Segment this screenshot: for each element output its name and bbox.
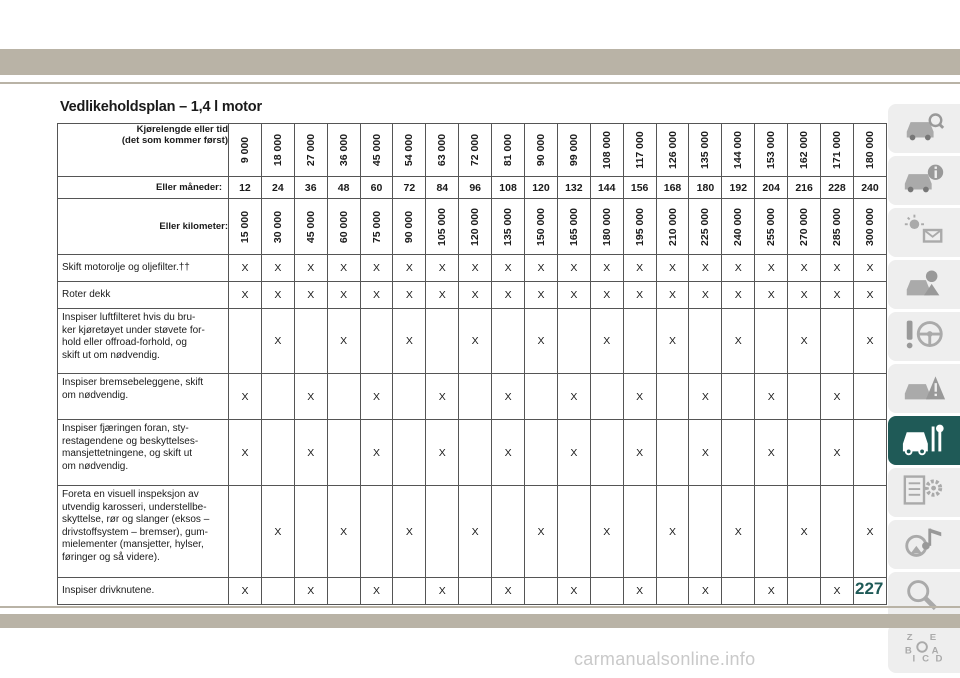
empty-cell: [261, 420, 294, 486]
service-description: Roter dekk: [58, 282, 229, 309]
service-description: Foreta en visuell inspeksjon av utvendig karosseri, understellbe- skyttelse, rør og slanger (eksos – drivstoffsystem – bremser), gum- mielementer (mansjetter, hylser, føringer og så videre).: [58, 486, 229, 578]
empty-cell: [590, 374, 623, 420]
empty-cell: [426, 309, 459, 374]
km-value: 300 000: [863, 207, 876, 246]
distance-value: 135 000: [699, 131, 712, 169]
service-mark: X: [294, 255, 327, 282]
chapter-tab[interactable]: [888, 416, 960, 465]
distance-value: 27 000: [304, 133, 317, 167]
schedule-row: [58, 374, 887, 420]
distance-header-cell: [623, 124, 656, 177]
months-value: 36: [294, 177, 327, 199]
km-value: 255 000: [765, 207, 778, 246]
distance-header-row: [58, 124, 887, 177]
service-mark: X: [426, 578, 459, 605]
empty-cell: [623, 309, 656, 374]
empty-cell: [656, 578, 689, 605]
distance-header-cell: [426, 124, 459, 177]
service-mark: X: [360, 374, 393, 420]
empty-cell: [557, 486, 590, 578]
empty-cell: [261, 374, 294, 420]
empty-cell: [755, 309, 788, 374]
distance-value: 180 000: [863, 131, 876, 169]
svg-text:B: B: [904, 645, 912, 657]
service-mark: X: [590, 309, 623, 374]
service-mark: X: [821, 420, 854, 486]
service-mark: X: [327, 486, 360, 578]
distance-value: 90 000: [534, 133, 547, 167]
km-value: 240 000: [732, 207, 745, 246]
service-mark: X: [623, 282, 656, 309]
service-mark: X: [623, 374, 656, 420]
schedule-row: [58, 486, 887, 578]
empty-cell: [294, 486, 327, 578]
service-mark: X: [689, 282, 722, 309]
months-value: 240: [853, 177, 886, 199]
km-value: 285 000: [830, 207, 843, 246]
km-header-cell: [755, 199, 788, 255]
empty-cell: [393, 420, 426, 486]
service-mark: X: [459, 282, 492, 309]
service-mark: X: [492, 282, 525, 309]
empty-cell: [327, 578, 360, 605]
km-value: 180 000: [600, 207, 613, 246]
distance-header-cell: [656, 124, 689, 177]
km-value: 30 000: [271, 210, 284, 243]
empty-cell: [788, 578, 821, 605]
service-mark: X: [623, 255, 656, 282]
empty-cell: [229, 486, 262, 578]
empty-cell: [788, 420, 821, 486]
service-mark: X: [261, 255, 294, 282]
empty-cell: [459, 374, 492, 420]
months-value: 108: [492, 177, 525, 199]
chapter-tab[interactable]: [888, 624, 960, 673]
service-mark: X: [722, 486, 755, 578]
months-value: 180: [689, 177, 722, 199]
service-mark: X: [590, 282, 623, 309]
distance-value: 18 000: [271, 133, 284, 167]
service-mark: X: [492, 420, 525, 486]
km-header-cell: [426, 199, 459, 255]
header-band: [0, 49, 960, 75]
empty-cell: [327, 374, 360, 420]
distance-header-cell: [229, 124, 262, 177]
service-mark: X: [788, 486, 821, 578]
empty-cell: [590, 420, 623, 486]
km-header-cell: [590, 199, 623, 255]
service-mark: X: [853, 309, 886, 374]
car-warning-icon: [901, 368, 947, 409]
empty-cell: [689, 309, 722, 374]
months-value: 84: [426, 177, 459, 199]
svg-text:I: I: [912, 653, 916, 664]
km-value: 165 000: [567, 207, 580, 246]
chapter-tab[interactable]: [888, 364, 960, 413]
empty-cell: [656, 420, 689, 486]
empty-cell: [590, 578, 623, 605]
service-mark: X: [689, 578, 722, 605]
empty-cell: [393, 578, 426, 605]
empty-cell: [623, 486, 656, 578]
service-mark: X: [360, 255, 393, 282]
service-mark: X: [689, 420, 722, 486]
service-mark: X: [821, 578, 854, 605]
service-mark: X: [327, 282, 360, 309]
footer-band: [0, 614, 960, 628]
service-mark: X: [492, 255, 525, 282]
svg-text:Z: Z: [906, 632, 913, 644]
empty-cell: [689, 486, 722, 578]
service-mark: X: [294, 420, 327, 486]
km-header-cell: [229, 199, 262, 255]
months-value: 24: [261, 177, 294, 199]
service-mark: X: [426, 420, 459, 486]
service-mark: X: [623, 420, 656, 486]
service-mark: X: [557, 374, 590, 420]
km-header-label: Eller kilometer:: [58, 199, 229, 255]
service-mark: X: [821, 255, 854, 282]
months-value: 168: [656, 177, 689, 199]
schedule-row: [58, 420, 887, 486]
service-mark: X: [656, 255, 689, 282]
distance-label-line2: (det som kommer først): [121, 135, 228, 146]
multimedia-icon: [901, 524, 947, 565]
chapter-tab[interactable]: [888, 156, 960, 205]
empty-cell: [853, 420, 886, 486]
distance-value: 99 000: [567, 133, 580, 167]
schedule-row: [58, 282, 887, 309]
distance-value: 72 000: [469, 133, 482, 167]
distance-value: 144 000: [732, 131, 745, 169]
service-mark: X: [755, 578, 788, 605]
service-mark: X: [623, 578, 656, 605]
watermark-text: carmanualsonline.info: [574, 649, 756, 669]
car-safety-icon: [901, 264, 947, 305]
service-mark: X: [656, 282, 689, 309]
km-header-cell: [393, 199, 426, 255]
service-mark: X: [525, 486, 558, 578]
km-value: 135 000: [502, 207, 515, 246]
service-mark: X: [327, 309, 360, 374]
service-mark: X: [755, 420, 788, 486]
empty-cell: [360, 309, 393, 374]
km-header-cell: [557, 199, 590, 255]
months-header-row: [58, 177, 887, 199]
empty-cell: [459, 578, 492, 605]
distance-value: 36 000: [337, 133, 350, 167]
km-value: 195 000: [633, 207, 646, 246]
service-mark: X: [656, 486, 689, 578]
service-mark: X: [525, 282, 558, 309]
service-mark: X: [525, 255, 558, 282]
months-value: 132: [557, 177, 590, 199]
km-value: 120 000: [469, 207, 482, 246]
service-mark: X: [557, 578, 590, 605]
distance-header-cell: [327, 124, 360, 177]
empty-cell: [327, 420, 360, 486]
service-mark: X: [557, 282, 590, 309]
service-mark: X: [294, 374, 327, 420]
empty-cell: [525, 578, 558, 605]
service-mark: X: [689, 374, 722, 420]
km-value: 210 000: [666, 207, 679, 246]
service-mark: X: [459, 255, 492, 282]
months-value: 12: [229, 177, 262, 199]
page-number: 227: [855, 579, 884, 598]
service-mark: X: [492, 578, 525, 605]
dashboard-lights-icon: [901, 212, 947, 253]
months-value: 120: [525, 177, 558, 199]
empty-cell: [294, 309, 327, 374]
distance-header-cell: [821, 124, 854, 177]
months-value: 228: [821, 177, 854, 199]
service-mark: X: [229, 282, 262, 309]
service-mark: X: [722, 309, 755, 374]
km-header-cell: [459, 199, 492, 255]
distance-value: 126 000: [666, 131, 679, 169]
service-mark: X: [853, 282, 886, 309]
service-mark: X: [426, 374, 459, 420]
empty-cell: [557, 309, 590, 374]
service-mark: X: [755, 255, 788, 282]
empty-cell: [656, 374, 689, 420]
service-mark: X: [393, 282, 426, 309]
months-value: 192: [722, 177, 755, 199]
empty-cell: [229, 309, 262, 374]
service-description: Inspiser drivknutene.: [58, 578, 229, 605]
km-header-cell: [294, 199, 327, 255]
km-header-cell: [656, 199, 689, 255]
distance-header-cell: [755, 124, 788, 177]
distance-header-cell: [590, 124, 623, 177]
chapter-tab[interactable]: [888, 208, 960, 257]
distance-value: 54 000: [403, 133, 416, 167]
top-margin: [0, 0, 960, 49]
km-header-cell: [261, 199, 294, 255]
empty-cell: [360, 486, 393, 578]
service-mark: X: [788, 255, 821, 282]
service-mark: X: [229, 420, 262, 486]
empty-cell: [788, 374, 821, 420]
service-mark: X: [426, 282, 459, 309]
empty-cell: [492, 486, 525, 578]
distance-header-cell: [525, 124, 558, 177]
km-value: 60 000: [337, 210, 350, 243]
km-header-cell: [525, 199, 558, 255]
service-mark: X: [722, 255, 755, 282]
empty-cell: [426, 486, 459, 578]
service-mark: X: [492, 374, 525, 420]
service-mark: X: [853, 486, 886, 578]
service-mark: X: [327, 255, 360, 282]
km-value: 15 000: [238, 210, 251, 243]
distance-header-cell: [360, 124, 393, 177]
months-value: 48: [327, 177, 360, 199]
service-mark: X: [360, 578, 393, 605]
service-mark: X: [557, 420, 590, 486]
schedule-row: [58, 255, 887, 282]
service-mark: X: [590, 486, 623, 578]
empty-cell: [459, 420, 492, 486]
chapter-tab[interactable]: [888, 520, 960, 569]
months-value: 72: [393, 177, 426, 199]
empty-cell: [722, 374, 755, 420]
chapter-tab[interactable]: [888, 468, 960, 517]
km-value: 45 000: [304, 210, 317, 243]
empty-cell: [525, 374, 558, 420]
service-mark: X: [788, 309, 821, 374]
distance-header-label: [58, 124, 229, 177]
service-mark: X: [393, 486, 426, 578]
svg-text:D: D: [935, 653, 943, 664]
steering-wheel-icon: [901, 316, 947, 357]
km-header-cell: [360, 199, 393, 255]
svg-text:E: E: [929, 632, 937, 644]
distance-value: 117 000: [633, 131, 646, 169]
service-mark: X: [459, 486, 492, 578]
search-icon: [901, 576, 947, 617]
distance-header-cell: [557, 124, 590, 177]
months-value: 156: [623, 177, 656, 199]
distance-value: 63 000: [436, 133, 449, 167]
schedule-row: [58, 309, 887, 374]
chapter-tab[interactable]: [888, 260, 960, 309]
km-value: 90 000: [403, 210, 416, 243]
service-mark: X: [393, 309, 426, 374]
chapter-tab[interactable]: [888, 312, 960, 361]
distance-header-cell: [722, 124, 755, 177]
service-mark: X: [261, 309, 294, 374]
service-mark: X: [229, 578, 262, 605]
empty-cell: [492, 309, 525, 374]
months-value: 60: [360, 177, 393, 199]
empty-cell: [525, 420, 558, 486]
service-description: Inspiser luftfilteret hvis du bru- ker kjøretøyet under støvete for- hold eller offroad-forhold, og skift ut om nødvendig.: [58, 309, 229, 374]
distance-value: 162 000: [798, 131, 811, 169]
service-mark: X: [459, 309, 492, 374]
empty-cell: [722, 578, 755, 605]
service-mark: X: [229, 374, 262, 420]
empty-cell: [853, 374, 886, 420]
empty-cell: [755, 486, 788, 578]
service-mark: X: [755, 282, 788, 309]
service-mark: X: [656, 309, 689, 374]
empty-cell: [821, 309, 854, 374]
service-description: Skift motorolje og oljefilter.††: [58, 255, 229, 282]
service-mark: X: [689, 255, 722, 282]
months-value: 204: [755, 177, 788, 199]
distance-header-cell: [853, 124, 886, 177]
distance-value: 81 000: [502, 133, 515, 167]
service-mark: X: [853, 255, 886, 282]
empty-cell: [261, 578, 294, 605]
distance-value: 9 000: [238, 136, 251, 164]
km-header-cell: [689, 199, 722, 255]
service-mark: X: [360, 282, 393, 309]
empty-cell: [393, 374, 426, 420]
distance-header-cell: [261, 124, 294, 177]
km-header-cell: [623, 199, 656, 255]
km-value: 150 000: [534, 207, 547, 246]
km-header-cell: [722, 199, 755, 255]
distance-header-cell: [459, 124, 492, 177]
months-header-label: Eller måneder:: [58, 177, 229, 199]
service-mark: X: [525, 309, 558, 374]
distance-label-line1: Kjørelengde eller tid: [136, 124, 228, 135]
service-mark: X: [557, 255, 590, 282]
service-description: Inspiser fjæringen foran, sty- restagendene og beskyttelses- mansjettetningene, og skift ut om nødvendig.: [58, 420, 229, 486]
km-value: 270 000: [798, 207, 811, 246]
empty-cell: [722, 420, 755, 486]
footer-rule: [0, 606, 960, 608]
months-value: 96: [459, 177, 492, 199]
specifications-icon: [901, 472, 947, 513]
km-header-row: [58, 199, 887, 255]
service-mark: X: [229, 255, 262, 282]
svg-text:A: A: [931, 645, 939, 657]
service-description: Inspiser bremsebeleggene, skift om nødvendig.: [58, 374, 229, 420]
maintenance-schedule-table: [57, 123, 887, 605]
svg-text:C: C: [922, 653, 930, 664]
service-mark: X: [294, 282, 327, 309]
car-service-icon: [901, 420, 947, 461]
service-mark: X: [426, 255, 459, 282]
months-value: 144: [590, 177, 623, 199]
service-mark: X: [360, 420, 393, 486]
distance-value: 108 000: [600, 131, 613, 169]
months-value: 216: [788, 177, 821, 199]
distance-header-cell: [492, 124, 525, 177]
service-mark: X: [722, 282, 755, 309]
distance-header-cell: [788, 124, 821, 177]
car-search-icon: [901, 108, 947, 149]
km-header-cell: [327, 199, 360, 255]
service-mark: X: [294, 578, 327, 605]
service-mark: X: [261, 486, 294, 578]
service-mark: X: [821, 282, 854, 309]
distance-header-cell: [294, 124, 327, 177]
service-mark: X: [590, 255, 623, 282]
km-value: 225 000: [699, 207, 712, 246]
distance-value: 171 000: [830, 131, 843, 169]
header-rule: [0, 82, 960, 84]
service-mark: X: [261, 282, 294, 309]
distance-value: 45 000: [370, 133, 383, 167]
empty-cell: [821, 486, 854, 578]
service-mark: X: [788, 282, 821, 309]
service-mark: X: [393, 255, 426, 282]
car-info-icon: [901, 160, 947, 201]
distance-header-cell: [393, 124, 426, 177]
service-mark: X: [755, 374, 788, 420]
service-mark: X: [821, 374, 854, 420]
alphabetical-index-icon: [901, 628, 947, 669]
distance-header-cell: [689, 124, 722, 177]
distance-value: 153 000: [765, 131, 778, 169]
km-header-cell: [853, 199, 886, 255]
page-title: Vedlikeholdsplan – 1,4 l motor: [60, 99, 262, 115]
km-value: 75 000: [370, 210, 383, 243]
chapter-tab[interactable]: [888, 104, 960, 153]
km-header-cell: [788, 199, 821, 255]
km-header-cell: [492, 199, 525, 255]
schedule-row: [58, 578, 887, 605]
km-value: 105 000: [436, 207, 449, 246]
km-header-cell: [821, 199, 854, 255]
